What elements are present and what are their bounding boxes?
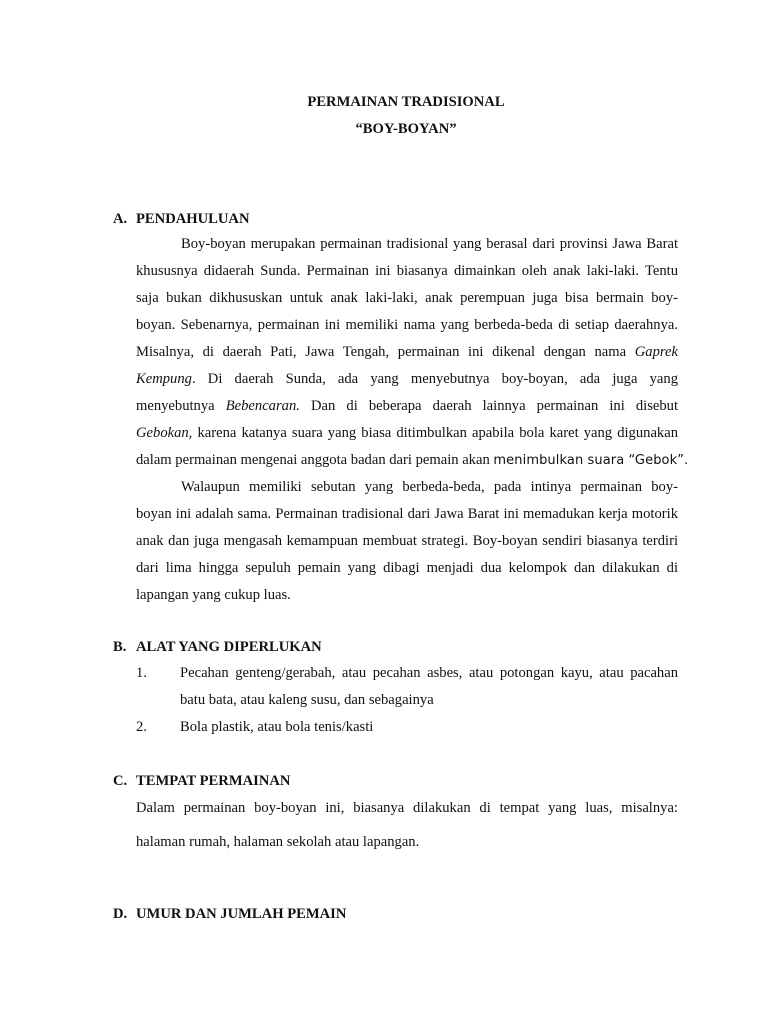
list-item-line: Bola plastik, atau bola tenis/kasti — [180, 719, 374, 735]
paragraph-text: . Di daerah Sunda, ada yang menyebutnya boy-boyan, ada juga yang — [191, 371, 678, 387]
paragraph-line: khususnya didaerah Sunda. Permainan ini biasanya dimainkan oleh anak laki-laki. Tentu — [136, 263, 678, 279]
paragraph-text: dalam permainan mengenai anggota badan dari pemain akan — [136, 452, 490, 468]
section-c-letter: C. — [113, 773, 128, 789]
section-a-title: PENDAHULUAN — [136, 211, 250, 227]
section-c-paragraph-cont — [136, 829, 678, 856]
list-item-line: batu bata, atau kaleng susu, dan sebagainya — [180, 692, 434, 708]
section-a-paragraph-1 — [136, 231, 689, 474]
tools-list — [136, 660, 678, 741]
section-c-title: TEMPAT PERMAINAN — [136, 773, 291, 789]
italic-term: Gebokan, — [136, 425, 193, 441]
paragraph-line: Walaupun memiliki sebutan yang berbeda-beda, pada intinya permainan boy- — [181, 479, 678, 495]
italic-term: Kempung — [136, 371, 192, 387]
list-item-number: 1. — [136, 665, 147, 681]
paragraph-text: menyebutnya — [136, 398, 215, 414]
section-a-heading — [113, 210, 250, 228]
italic-term: Bebencaran. — [225, 398, 300, 414]
italic-term: Gaprek — [634, 344, 678, 360]
list-item-text — [180, 660, 678, 714]
list-item — [136, 714, 678, 741]
section-d-title: UMUR DAN JUMLAH PEMAIN — [136, 906, 347, 922]
paragraph-line: saja bukan dikhususkan untuk anak laki-laki, anak perempuan juga bisa bermain boy- — [136, 290, 678, 306]
section-b-letter: B. — [113, 639, 127, 655]
paragraph-line: boyan. Sebenarnya, permainan ini memiliki nama yang berbeda-beda di setiap daerahnya. — [136, 317, 678, 333]
section-c-heading — [113, 772, 290, 790]
list-item-text — [180, 714, 678, 741]
document-title: PERMAINAN TRADISIONAL — [307, 94, 505, 110]
document-subtitle: “BOY-BOYAN” — [355, 121, 457, 137]
paragraph-line — [136, 393, 678, 420]
paragraph-line: lapangan yang cukup luas. — [136, 587, 291, 603]
paragraph-line: halaman rumah, halaman sekolah atau lapangan. — [136, 834, 420, 850]
section-d-heading — [113, 905, 346, 923]
section-d-letter: D. — [113, 906, 128, 922]
paragraph-line: boyan ini adalah sama. Permainan tradisional dari Jawa Barat ini memadukan kerja motorik — [136, 506, 678, 522]
section-a-paragraph-2 — [136, 474, 678, 609]
paragraph-line — [136, 420, 678, 447]
list-item-number: 2. — [136, 719, 147, 735]
list-item — [136, 660, 678, 714]
section-a-letter: A. — [113, 211, 128, 227]
paragraph-line: dari lima hingga sepuluh pemain yang dibagi menjadi dua kelompok dan dilakukan di — [136, 560, 678, 576]
paragraph-line — [136, 366, 678, 393]
paragraph-line — [136, 447, 689, 474]
section-b-heading — [113, 638, 322, 656]
paragraph-line: anak dan juga mengasah kemampuan membuat strategi. Boy-boyan sendiri biasanya terdiri — [136, 533, 678, 549]
section-b-title: ALAT YANG DIPERLUKAN — [136, 639, 322, 655]
paragraph-text: Misalnya, di daerah Pati, Jawa Tengah, permainan ini dikenal dengan nama — [136, 344, 627, 360]
paragraph-line: Boy-boyan merupakan permainan tradisional yang berasal dari provinsi Jawa Barat — [181, 236, 678, 252]
paragraph-text-alt-font: menimbulkan suara “Gebok”. — [493, 453, 689, 468]
section-c-paragraph — [136, 795, 678, 822]
paragraph-text: Dan di beberapa daerah lainnya permainan ini disebut — [311, 398, 679, 414]
list-item-line: Pecahan genteng/gerabah, atau pecahan asbes, atau potongan kayu, atau pacahan — [180, 665, 678, 681]
paragraph-text: karena katanya suara yang biasa ditimbulkan apabila bola karet yang digunakan — [197, 425, 678, 441]
paragraph-line — [136, 339, 678, 366]
paragraph-line: Dalam permainan boy-boyan ini, biasanya dilakukan di tempat yang luas, misalnya: — [136, 800, 678, 816]
